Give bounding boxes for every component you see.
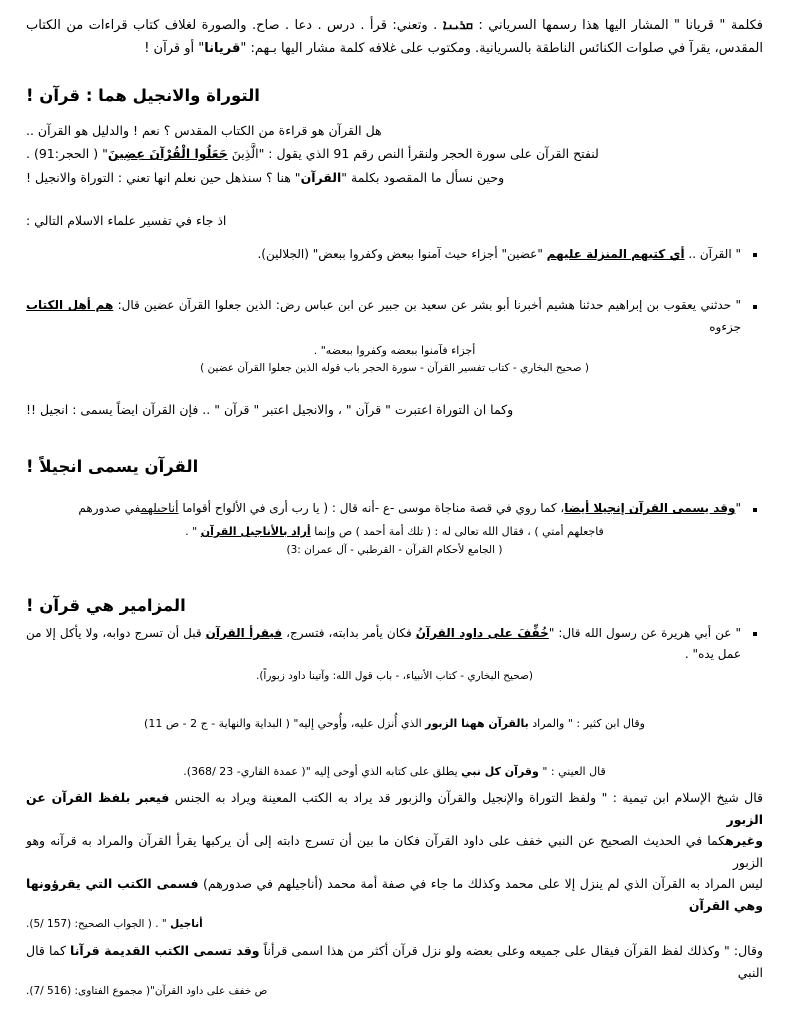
section1-bullet2-emphasis: هم أهل الكتاب xyxy=(26,298,114,313)
section3-bullet1-citation: (صحيح البخاري - كتاب الأنبياء، - باب قول الله: وآتينا داود زبوراً). xyxy=(256,670,533,682)
intro-line1-text: فكلمة " قريانا " المشار اليها هذا رسمها السرياني : xyxy=(478,18,764,33)
section3-bullet1-a: " عن أبي هريرة عن رسول الله قال: " xyxy=(548,625,741,640)
section1-p3-a: وحين نسأل ما المقصود بكلمة " xyxy=(341,169,505,185)
section3-ibn-kathir-a: وقال ابن كثير : " والمراد xyxy=(532,716,645,730)
section1-closing: وكما ان التوراة اعتبرت " قرآن " ، والانجيل اعتبر " قرآن " .. فإن القرآن ايضاً يسمى : انجيل !! xyxy=(26,402,514,418)
ibn-taymiyyah-bold3: فسمى الكتب التي يقرؤونها وهي القرآن xyxy=(26,876,763,913)
section3-ibn-taymiyyah-line4 xyxy=(26,916,763,934)
section1-p2-emphasis: جَعَلُوا الْقُرْآنَ عِضِينَ xyxy=(107,146,228,162)
section2-bullet1-line2 xyxy=(26,522,763,542)
section2-bullet1-emphasis: وقد يسمى القرآن إنجيلا أيضا xyxy=(564,501,736,516)
section2-bullet1-line2-a: فاجعلهم أمتي ) ، فقال الله تعالى له : ( تلك أمة أحمد ) ص وإنما xyxy=(314,525,604,539)
ibn-taymiyyah-bold2: وغيره xyxy=(725,833,763,849)
section1-p3 xyxy=(26,166,763,189)
section1-bullet2-line2: أجزاء فآمنوا ببعضه وكفروا ببعضه" . xyxy=(313,343,476,357)
section3-final-line1 xyxy=(26,940,763,983)
section1-heading: التوراة والانجيل هما : قرآن ! xyxy=(26,86,260,106)
section3-bullet1-c: قبل أن تسرج دوابه، ولا يأكل إلا من عمل يده" . xyxy=(26,625,741,662)
list-item xyxy=(26,623,763,666)
section3-ibn-taymiyyah-line2 xyxy=(26,830,763,873)
section1-bullet-list-2 xyxy=(26,295,763,338)
intro-line2-bold: قريانا xyxy=(204,41,241,57)
section3-ibn-taymiyyah-line3 xyxy=(26,873,763,916)
intro-line1-continuation: . وتعني: قرأ . درس . دعا . صاح. والصورة لغلاف كتاب قراءات من xyxy=(66,18,438,33)
section2-bullet1-line2-b: " . xyxy=(185,525,198,539)
ibn-taymiyyah-a: قال شيخ الإسلام ابن تيمية : " ولفظ التوراة والإنجيل والقرآن والزبور قد يراد به الكتب المعينة ويراد به الجنس xyxy=(174,790,763,806)
section3-bullet1-b: فكان يأمر بدابته، فتسرج، xyxy=(282,625,412,640)
section1-bullet2-a: " حدثني يعقوب بن إبراهيم حدثنا هشيم أخبرنا أبو بشر عن سعيد بن جبير عن ابن عباس رض: الذين جعلوا القرآن عضين قال: xyxy=(117,298,741,313)
section2-bullet-list xyxy=(26,498,763,520)
section2-bullet1-b: ، كما روي في قصة مناجاة موسى -ع -أنه قال : ( يا رب أرى في الألواح أقواما xyxy=(182,501,565,516)
section3-aini-a: قال العيني : " xyxy=(542,764,606,778)
section3-aini xyxy=(26,762,763,782)
final-b: كما قال النبي xyxy=(26,943,763,980)
section1-p3-bold: القرآن xyxy=(300,169,342,185)
intro-line2-b: " أو قرآن ! xyxy=(144,41,205,57)
section3-heading-wrap xyxy=(26,594,763,617)
list-item xyxy=(26,295,763,338)
section3-bullet1-emphasis2: فيقرأ القرآن xyxy=(205,625,283,640)
ibn-taymiyyah-bold1: فيعبر بلفظ القرآن عن الزبور xyxy=(26,790,763,827)
section1-p1: هل القرآن هو قراءة من الكتاب المقدس ؟ نعم ! والدليل هو القرآن .. xyxy=(26,123,382,139)
section2-bullet1-c: في صدورهم xyxy=(78,501,141,516)
section3-ibn-taymiyyah-line1 xyxy=(26,787,763,830)
intro-paragraph xyxy=(26,14,763,60)
section3-ibn-kathir-bold: بالقرآن ههنا الزبور xyxy=(425,716,529,730)
section3-ibn-kathir xyxy=(26,714,763,734)
section3-bullet1-emphasis1: خُفِّفَ على داود القرآنُ xyxy=(415,625,549,640)
final-bold: وقد تسمى الكتب القديمة قرآنا xyxy=(70,943,260,959)
ibn-taymiyyah-c: كما في الحديث الصحيح عن النبي خفف على داود القرآن فكان ما بين أن تسرج دابته إلى أن يركبها يقرأ القرآن والمراد به قرآنه وهو الزبور xyxy=(26,833,763,870)
section1-bullet-list xyxy=(26,244,763,266)
section2-heading-wrap xyxy=(26,455,763,478)
section2-bullet1-a: " xyxy=(735,501,741,516)
ibn-taymiyyah-d: ليس المراد به القرآن الذي لم ينزل إلا على محمد وكذلك ما جاء في صفة أمة محمد (أناجيلهم في صدورهم) xyxy=(203,876,763,892)
section1-intro-lines xyxy=(26,119,763,188)
section1-p4: اذ جاء في تفسير علماء الاسلام التالي : xyxy=(26,212,227,228)
syriac-word: ܩܪܝܢܐ xyxy=(442,18,473,33)
section3-final-line2: ص خفف على داود القرآن"( مجموع الفتاوى: (516 /7). xyxy=(26,985,268,998)
list-item xyxy=(26,498,763,520)
section3-bullet-list xyxy=(26,623,763,666)
section1-bullet1-b: "عضين" أجزاء حيث آمنوا ببعض وكفروا ببعض" (الجلالين). xyxy=(257,246,543,261)
section2-citation: ( الجامع لأحكام القرآن - القرطبي - آل عمران :3) xyxy=(286,543,503,556)
section1-bullet2-b: جزءوه xyxy=(709,320,741,335)
ibn-taymiyyah-bold4: أناجيل xyxy=(170,918,203,931)
section2-bullet1-line2-emphasis: أراد بالأناجيل القرآن xyxy=(200,525,311,539)
section1-p2 xyxy=(26,142,763,165)
intro-line2-a: الكتاب المقدس، يقرآ في صلوات الكنائس الناطقة بالسريانية. ومكتوب على غلافه كلمة مشار اليها بـهم: " xyxy=(26,18,763,57)
section3-aini-b: يطلق على كتابه الذي أوحى إليه "( عمدة القاري- 23 /368). xyxy=(183,764,458,778)
section3-aini-bold: وقرآن كل نبي xyxy=(461,764,539,778)
ibn-taymiyyah-e: " . ( الجواب الصحيح: (157 /5). xyxy=(26,918,167,931)
section1-bullet1-emphasis: أي كتبهم المنزلة عليهم xyxy=(546,246,685,261)
final-a: وقال: " وكذلك لفظ القرآن فيقال على جميعه وعلى بعضه ولو نزل قرآن أكثر من هذا اسمى قرأناً xyxy=(263,943,763,959)
section1-p2-b: " ( الحجر:91) . xyxy=(26,146,108,162)
section1-p2-a: لنفتح القرآن على سورة الحجر ولنقرأ النص رقم 91 الذي يقول : "الَّذِينَ xyxy=(231,146,599,162)
section3-ibn-kathir-b: الذي أُنزل عليه، وأُوحي إليه" ( البداية والنهاية - ج 2 - ص 11) xyxy=(144,716,422,730)
section1-p4-wrap xyxy=(26,209,763,232)
section1-heading-wrap xyxy=(26,84,763,107)
section1-p3-b: " هنا ؟ سنذهل حين نعلم انها تعني : التوراة والانجيل ! xyxy=(26,169,301,185)
section1-closing-wrap xyxy=(26,398,763,421)
section2-bullet1-underline2: أناجيلهم xyxy=(140,501,179,516)
list-item xyxy=(26,244,763,266)
section1-bullet1-a: " القرآن .. xyxy=(688,246,741,261)
section3-heading: المزامير هي قرآن ! xyxy=(26,595,186,615)
section2-heading: القرآن يسمى انجيلاً ! xyxy=(26,457,199,477)
section1-bullet2-citation: ( صحيح البخاري - كتاب تفسير القرآن - سورة الحجر باب قوله الذين جعلوا القرآن عضين ) xyxy=(200,362,589,375)
